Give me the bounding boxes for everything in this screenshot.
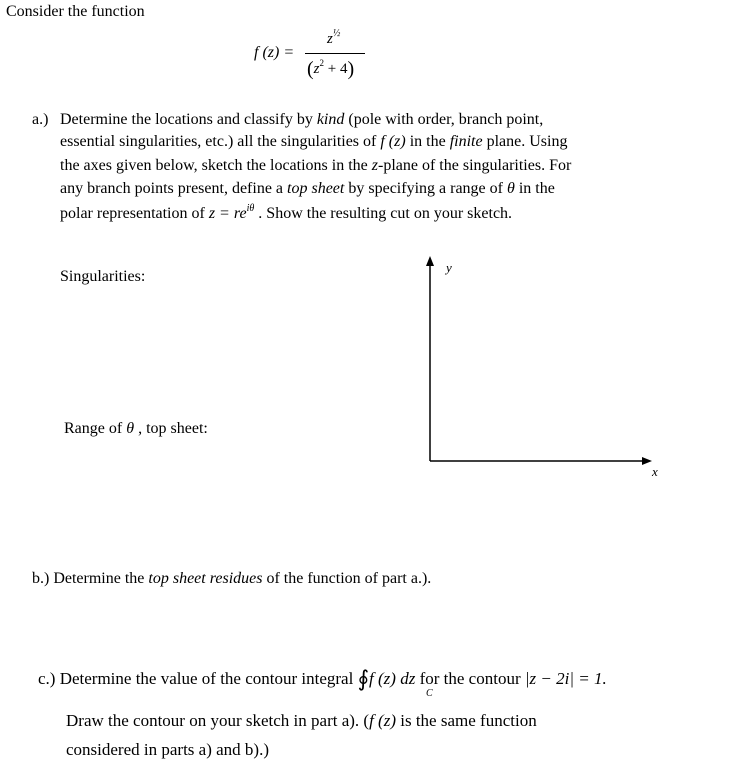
singularities-label: Singularities: [60,268,146,285]
part-c-line-2: Draw the contour on your sketch in part a). (f (z) is the same function [66,711,537,730]
part-a-line-5: polar representation of $z = re^{i\theta}$ . Show the resulting cut on your sketch. [60,203,513,222]
part-c-line-3: considered in parts a) and b).) [66,740,269,759]
formula-denominator: $(z^2 + 4)$ [307,58,355,80]
contour-integral-icon: ∮ [357,666,370,691]
y-axis-arrowhead [426,256,434,266]
fraction-bar [305,53,365,54]
integral-subscript: C [426,688,433,699]
part-a-line-1: Determine the locations and classify by kind (pole with order, branch point, [60,111,544,128]
y-axis-label: y [446,260,452,275]
x-axis-label: x [652,464,658,479]
part-a-line-3: the axes given below, sketch the locations in the z-plane of the singularities. For [60,157,572,174]
numerator-exponent: ½ [332,28,341,39]
part-a-line-4: any branch points present, define a top sheet by specifying a range of θ in the [60,180,555,197]
axes-svg [420,250,660,480]
part-c-line-1: c.) Determine the value of the contour integral ∮f (z) dz for the contour |z − 2i| = 1. [38,666,607,691]
formula-numerator [327,28,341,48]
part-b: b.) Determine the top sheet residues of the function of part a.). [32,570,432,587]
numerator-base: z [327,31,333,47]
x-axis-arrowhead [642,457,652,465]
part-a-line-2: essential singularities, etc.) all the singularities of f (z) in the finite plane. Using [60,133,568,150]
formula-lhs: f (z) = [254,44,295,61]
intro-text: Consider the function [6,3,145,20]
part-a-label: a.) [32,111,49,128]
range-theta-label: Range of θ , top sheet: [64,420,208,437]
